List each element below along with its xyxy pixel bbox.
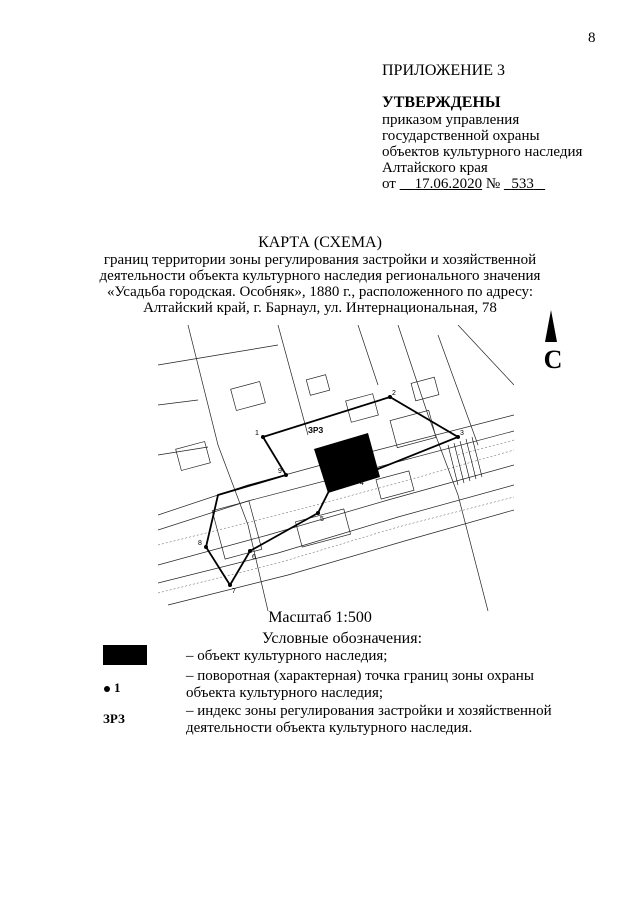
point-label: 4 <box>360 480 364 487</box>
point-label: 1 <box>255 430 259 437</box>
map-title <box>0 234 640 316</box>
approval-date-line <box>382 176 582 192</box>
legend-swatch-heritage <box>103 645 147 665</box>
point-label: 2 <box>392 390 396 397</box>
point-label: 3 <box>460 430 464 437</box>
map-heading: КАРТА (СХЕМА) <box>258 234 382 251</box>
approval-line: Алтайского края <box>382 160 488 176</box>
legend-point-symbol: 1 <box>104 680 121 696</box>
approval-date: 17.06.2020 <box>414 176 483 192</box>
number-sign: № <box>485 176 501 192</box>
point-label: 8 <box>198 540 202 547</box>
map-title-line: границ территории зоны регулирования застройки и хозяйственной <box>103 252 537 268</box>
point-label: 6 <box>252 554 256 561</box>
approval-line: объектов культурного наследия <box>382 144 583 160</box>
map-title-line: Алтайский край, г. Барнаул, ул. Интернациональная, 78 <box>143 300 497 316</box>
point-label: 9 <box>278 468 282 475</box>
approval-line: государственной охраны <box>382 128 540 144</box>
cadastral-map <box>158 325 514 611</box>
north-label: С <box>543 345 563 372</box>
north-arrow-icon <box>541 308 565 372</box>
date-prefix: от <box>382 176 396 192</box>
approval-block <box>382 94 582 192</box>
page-number: 8 <box>588 30 596 46</box>
zone-label: ЗРЗ <box>308 426 324 435</box>
legend-zone-symbol: ЗРЗ <box>103 711 125 726</box>
map-title-line: «Усадьба городская. Особняк», 1880 г., расположенного по адресу: <box>106 284 534 300</box>
approval-number: 533 <box>511 176 534 192</box>
map-title-line: деятельности объекта культурного наследия регионального значения <box>99 268 541 284</box>
legend-title: Условные обозначения: <box>261 630 423 647</box>
approval-title: УТВЕРЖДЕНЫ <box>382 94 501 111</box>
legend-item: – объект культурного наследия; <box>186 648 388 664</box>
map-scale: Масштаб 1:500 <box>268 609 372 626</box>
point-dot-icon <box>104 686 110 692</box>
legend-item: – индекс зоны регулирования застройки и хозяйственной деятельности объекта культурного наследия. <box>186 703 552 736</box>
heritage-object <box>314 433 380 493</box>
approval-line: приказом управления <box>382 112 520 128</box>
legend-item: – поворотная (характерная) точка границ зоны охраны объекта культурного наследия; <box>186 668 534 701</box>
point-label: 5 <box>320 516 324 523</box>
point-label: 7 <box>232 588 236 595</box>
appendix-label: ПРИЛОЖЕНИЕ 3 <box>382 62 506 79</box>
